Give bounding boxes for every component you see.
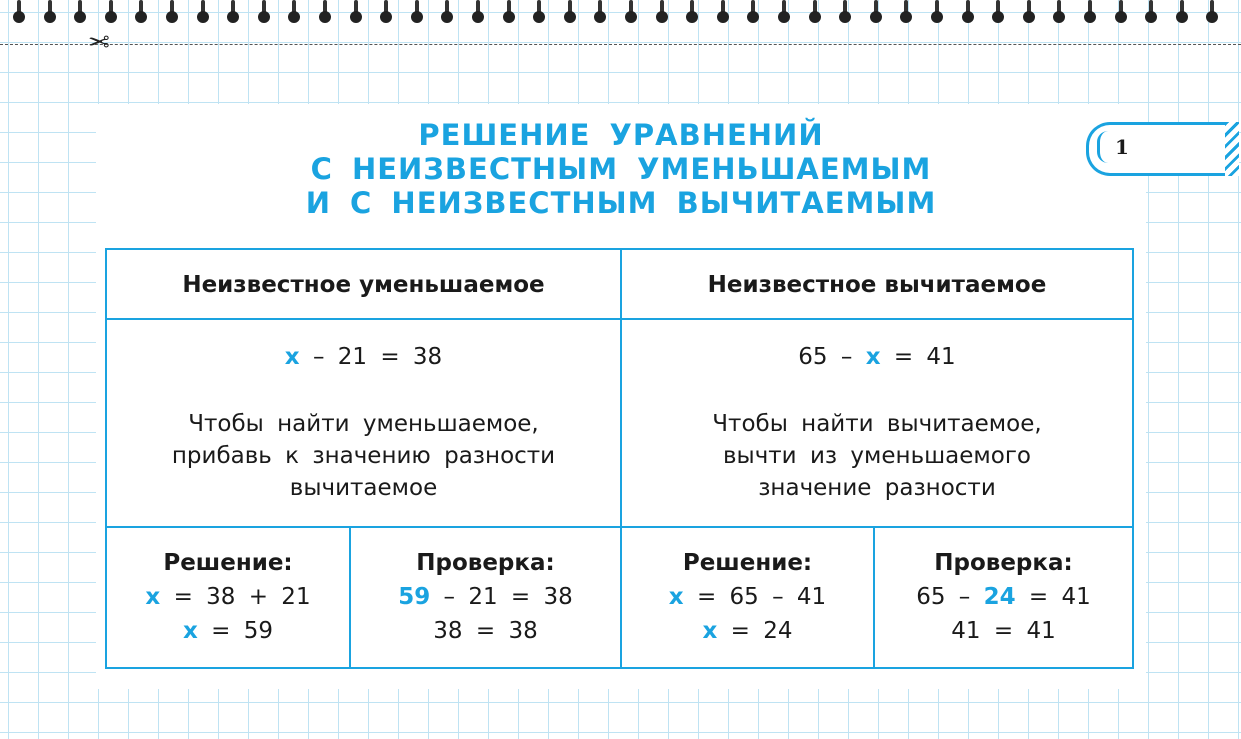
rule-right-line: Чтобы найти вычитаемое, (712, 411, 1042, 437)
equation-left (107, 342, 620, 372)
spiral-ring (869, 0, 883, 24)
solution-right-expr: = 65 – 41 (696, 584, 827, 610)
check-right-label: Проверка: (934, 550, 1073, 576)
solution-right-line-1 (622, 580, 873, 614)
spiral-ring (685, 0, 699, 24)
spiral-ring (808, 0, 822, 24)
table-divider-bottom (107, 526, 1132, 528)
rule-right-line: значение разности (758, 475, 996, 501)
tab-number: 1 (1115, 135, 1129, 159)
rule-left-line: прибавь к значению разности (171, 443, 556, 469)
solution-left-var: x (182, 618, 198, 644)
spiral-ring (43, 0, 57, 24)
check-left-value: 59 (398, 584, 431, 610)
rule-left (107, 408, 620, 504)
tab-torn-edge (1225, 122, 1239, 176)
equation-right-rest: = 41 (893, 344, 956, 370)
header-unknown-minuend: Неизвестное уменьшаемое (182, 272, 545, 298)
spiral-ring (716, 0, 730, 24)
spiral-ring (899, 0, 913, 24)
spiral-ring (349, 0, 363, 24)
check-right-line-2: 41 = 41 (951, 618, 1056, 644)
spiral-binding (0, 0, 1241, 22)
check-left-line-1 (351, 580, 620, 614)
rule-right (622, 408, 1132, 504)
spiral-ring (1144, 0, 1158, 24)
equation-right (622, 342, 1132, 372)
solution-right-line-2 (622, 614, 873, 648)
solution-left-expr: = 59 (211, 618, 273, 644)
spiral-ring (838, 0, 852, 24)
spiral-ring (655, 0, 669, 24)
spiral-ring (379, 0, 393, 24)
solution-left-line-2 (107, 614, 349, 648)
title-line-1: РЕШЕНИЕ УРАВНЕНИЙ (418, 118, 824, 152)
header-unknown-subtrahend: Неизвестное вычитаемое (707, 272, 1047, 298)
solution-right-var: x (668, 584, 684, 610)
page-tab (1086, 122, 1237, 176)
solution-left-line-1 (107, 580, 349, 614)
spiral-ring (165, 0, 179, 24)
solution-left-var: x (145, 584, 161, 610)
tab-notch (1097, 131, 1108, 163)
check-right (875, 546, 1132, 648)
equation-right-pre: 65 – (798, 344, 853, 370)
spiral-ring (1114, 0, 1128, 24)
spiral-ring (1175, 0, 1189, 24)
solution-right (622, 546, 873, 648)
spiral-ring (226, 0, 240, 24)
check-right-value: 24 (983, 584, 1016, 610)
spiral-ring (104, 0, 118, 24)
spiral-ring (257, 0, 271, 24)
spiral-ring (440, 0, 454, 24)
spiral-ring (134, 0, 148, 24)
equation-left-var: x (284, 344, 300, 370)
spiral-ring (991, 0, 1005, 24)
spiral-ring (593, 0, 607, 24)
check-left-label: Проверка: (416, 550, 555, 576)
solution-right-expr: = 24 (730, 618, 793, 644)
solution-left-label: Решение: (163, 550, 293, 576)
check-right-pre: 65 – (916, 584, 971, 610)
solution-left (107, 546, 349, 648)
cut-line (0, 44, 1241, 45)
spiral-ring (1205, 0, 1219, 24)
table-divider-header (107, 318, 1132, 320)
spiral-ring (1083, 0, 1097, 24)
rule-left-line: вычитаемое (289, 475, 438, 501)
title-line-3: И С НЕИЗВЕСТНЫМ ВЫЧИТАЕМЫМ (305, 186, 937, 220)
spiral-ring (624, 0, 638, 24)
scissors-icon: ✂ (88, 28, 110, 58)
spiral-ring (930, 0, 944, 24)
spiral-ring (532, 0, 546, 24)
spiral-ring (287, 0, 301, 24)
spiral-ring (196, 0, 210, 24)
equation-right-var: x (865, 344, 881, 370)
spiral-ring (12, 0, 26, 24)
rule-right-line: вычти из уменьшаемого (722, 443, 1032, 469)
spiral-ring (502, 0, 516, 24)
check-left (351, 546, 620, 648)
check-right-expr: = 41 (1028, 584, 1091, 610)
solution-right-var: x (702, 618, 718, 644)
check-right-line-1 (875, 580, 1132, 614)
page-title (96, 118, 1146, 220)
spiral-ring (746, 0, 760, 24)
solution-left-expr: = 38 + 21 (173, 584, 311, 610)
check-left-expr: – 21 = 38 (443, 584, 573, 610)
spiral-ring (777, 0, 791, 24)
rule-left-line: Чтобы найти уменьшаемое, (188, 411, 539, 437)
equation-left-rest: – 21 = 38 (312, 344, 443, 370)
spiral-ring (563, 0, 577, 24)
spiral-ring (1052, 0, 1066, 24)
title-line-2: С НЕИЗВЕСТНЫМ УМЕНЬШАЕМЫМ (310, 152, 932, 186)
rules-table (105, 248, 1134, 669)
solution-right-label: Решение: (682, 550, 813, 576)
spiral-ring (961, 0, 975, 24)
spiral-ring (1022, 0, 1036, 24)
spiral-ring (471, 0, 485, 24)
spiral-ring (73, 0, 87, 24)
spiral-ring (410, 0, 424, 24)
check-left-line-2: 38 = 38 (433, 618, 538, 644)
spiral-ring (318, 0, 332, 24)
